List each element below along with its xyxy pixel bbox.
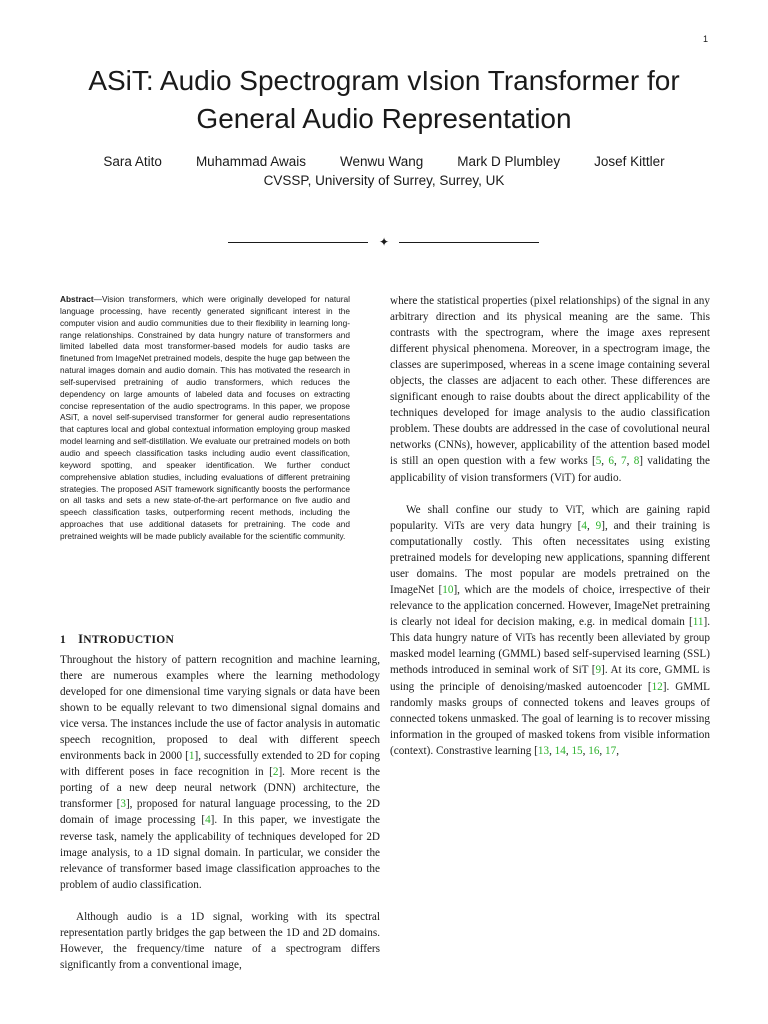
text-run: ], and their training is computationally costly. This often necessitates using existing pretrained models for developing new applications, spanning different user domains. The most popular are models pretrained on the ImageNet [	[390, 520, 711, 597]
abstract-label: Abstract	[60, 294, 94, 304]
citation-link[interactable]: 14	[554, 744, 566, 757]
text-run: ]. GMML randomly masks groups of connected tokens and leaves groups of connected tokens unmasked. The goal of learning is to recover missing information in the grouped of masked tokens from visible information (context). Constrastive learning [	[390, 680, 710, 757]
citation-link[interactable]: 8	[633, 455, 640, 468]
text-run: ]. At its core, GMML is using the principle of denoising/masked autoencoder [	[390, 664, 710, 693]
text-run: ,	[582, 744, 589, 757]
citation-link[interactable]: 1	[188, 750, 195, 763]
text-run: ], proposed for natural language processing, to the 2D domain of image processing [	[60, 798, 380, 827]
right-paragraph-2	[390, 502, 710, 759]
text-run: ,	[586, 520, 596, 533]
citation-link[interactable]: 9	[595, 664, 602, 677]
citation-link[interactable]: 3	[120, 798, 126, 811]
text-run: ,	[599, 744, 606, 757]
text-run: ], successfully extended to 2D for coping with different poses in face recognition in [	[60, 750, 380, 779]
text-run: ]. More recent is the porting of a new deep neural network (DNN) architecture, the transformer [	[60, 766, 380, 811]
citation-link[interactable]: 7	[621, 455, 627, 468]
citation-link[interactable]: 2	[272, 766, 279, 779]
abstract-text: Vision transformers, which were originally developed for natural language processing, have recently generated significant interest in the computer vision and audio communities due to their flexibility in learning long-range relationships. Constrained by data hungry nature of transformers and limited labelled data most transformer-based models for audio tasks are finetuned from ImageNet pretrained models, despite the huge gap between the natural images domain and audio domain. This has motivated the research in self-supervised pretraining of audio transformers, which reduces the dependency on large amounts of labeled data and focuses on extracting concise representation of the audio spectrograms. In this paper, we propose ASiT, a novel self-supervised transformer for general audio representations that captures local and global contextual information employing group masked model learning and self-distillation. We evaluate our pretrained models on both audio and speech classification tasks including audio event classification, keyword spotting, and speaker identification. We further conduct comprehensive ablation studies, including evaluations of different pretraining strategies. The proposed ASiT framework significantly boosts the performance on all tasks and sets a new state-of-the-art performance on five audio and speech classification tasks, outperforming recent methods, including the approaches that use additional datasets for pretraining. The code and pretrained weights will be made publicly available for the scientific community.	[60, 294, 350, 541]
citation-link[interactable]: 13	[537, 744, 550, 757]
citation-link[interactable]: 9	[595, 520, 602, 533]
divider-line-right	[399, 242, 539, 243]
author-list	[40, 154, 728, 169]
text-run: ,	[565, 744, 572, 757]
text-run: ,	[601, 455, 609, 468]
citation-link[interactable]: 6	[608, 455, 614, 468]
intro-paragraph-2: Although audio is a 1D signal, working with its spectral representation partly bridges the gap between the 1D and 2D domains. However, the frequency/time nature of a spectrogram differs significantly from a conventional image,	[60, 911, 380, 972]
citation-link[interactable]: 11	[692, 616, 704, 629]
text-run: ,	[549, 744, 555, 757]
text-run: ,	[616, 744, 619, 757]
citation-link[interactable]: 12	[651, 680, 663, 693]
author-name: Muhammad Awais	[195, 154, 306, 169]
text-run: We shall confine our study to ViT, which are gaining rapid popularity. ViTs are very data hungry [	[390, 504, 710, 533]
paper-title	[40, 62, 728, 138]
text-run: Throughout the history of pattern recognition and machine learning, there are numerous examples where the learning methodology developed for one dimensional time varying signals or data have been shown to be equally relevant to two dimensional signal domains and vice versa. The instances include the use of factor analysis in automatic speech recognition, proposed to deal with different speech environments back in 2000 [	[60, 654, 380, 763]
divider-line-left	[228, 242, 368, 243]
intro-paragraph-1	[60, 652, 380, 893]
text-run: ]. In this paper, we investigate the reverse task, namely the applicability of techniques developed for 2D image analysis, to a 1D signal domain. In particular, we consider the relevance of transformer based image classification approaches to the problem of audio classification.	[60, 814, 380, 891]
text-run: ,	[613, 455, 622, 468]
author-name: Josef Kittler	[594, 154, 665, 169]
text-run: where the statistical properties (pixel relationships) of the signal in any arbitrary direction and its physical meaning are the same. This contrasts with the spectrogram, where the image axes represent different physical phenomena. Moreover, in a spectrogram image, the classes are superimposed, whereas in a scene image containing several objects, the classes are adjacent to each other. These differences are significant enough to raise doubts about the direct applicability of the techniques developed for image analysis to the audio classification problem. These doubts are addressed in the case of covolutional neural networks (CNNs), however, applicability of the attention based model is still an open question with a few works [	[390, 295, 710, 468]
text-run: ], which are the models of choice, irrespective of their relevance to the application concerned. However, ImageNet pretraining is clearly not ideal for decision making, e.g. in medical domain [	[390, 584, 710, 629]
citation-link[interactable]: 10	[442, 584, 454, 597]
author-name: Wenwu Wang	[340, 154, 424, 169]
text-run: ] validating the applicability of vision transformers (ViT) for audio.	[390, 455, 710, 484]
divider-diamond-icon: ✦	[378, 235, 390, 249]
title-line-1: ASiT: Audio Spectrogram vIsion Transformer for	[88, 65, 680, 96]
abstract	[60, 294, 350, 543]
title-line-2: General Audio Representation	[196, 103, 572, 134]
section-title-initial: I	[78, 632, 84, 646]
author-name: Mark D Plumbley	[457, 154, 561, 169]
right-paragraph-1	[390, 293, 710, 486]
citation-link[interactable]: 17	[605, 744, 617, 757]
text-run: ,	[626, 455, 634, 468]
section-title-rest: NTRODUCTION	[83, 634, 175, 646]
affiliation: CVSSP, University of Surrey, Surrey, UK	[263, 173, 505, 188]
citation-link[interactable]: 15	[571, 744, 583, 757]
section-number: 1	[60, 634, 67, 646]
citation-link[interactable]: 4	[581, 520, 587, 533]
author-name: Sara Atito	[103, 154, 162, 169]
abstract-dash: —	[93, 294, 102, 304]
citation-link[interactable]: 16	[588, 744, 600, 757]
citation-link[interactable]: 5	[595, 455, 602, 468]
page-number: 1	[702, 34, 708, 44]
section-heading-introduction	[60, 632, 174, 647]
citation-link[interactable]: 4	[205, 814, 211, 827]
text-run: ]. This data hungry nature of ViTs has recently been alleviated by group masked model learning (GMML) based self-supervised learning (SSL) methods introduced in seminal work of SiT [	[390, 616, 710, 677]
